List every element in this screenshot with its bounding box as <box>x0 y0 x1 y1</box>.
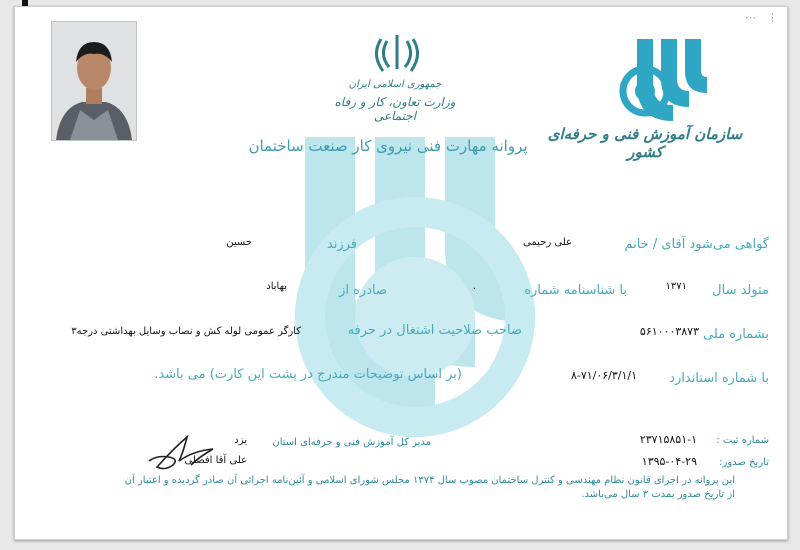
iran-emblem-icon <box>373 31 421 75</box>
registration-number: ۲۳۷۱۵۸۵۱-۱ <box>639 433 697 446</box>
born-label: متولد سال <box>712 283 769 298</box>
standard-note: (بر اساس توضیحات مندرج در پشت این کارت) می باشد. <box>154 367 462 382</box>
issued-label: صادره از <box>339 283 387 298</box>
director-title: مدیر کل آموزش فنی و حرفه‌ای استان <box>272 437 431 448</box>
standard-number: ۸-۷۱/۰۶/۳/۱/۱ <box>570 369 637 382</box>
tvto-logo-icon <box>609 35 719 125</box>
person-photo <box>51 21 137 141</box>
qualified-label: صاحب صلاحیت اشتغال در حرفه <box>347 323 522 338</box>
province-name: یزد <box>234 435 247 446</box>
window-dots-icon-2: ⋮ <box>767 11 778 24</box>
registration-label: شماره ثبت : <box>716 435 769 446</box>
issued-place: بهاباد <box>266 281 287 292</box>
certificate-title: پروانه مهارت فنی نیروی کار صنعت ساختمان <box>248 137 528 155</box>
organization-name: سازمان آموزش فنی و حرفه‌ای کشور <box>547 125 743 161</box>
father-name: حسین <box>226 237 252 248</box>
id-number: ۰ <box>471 283 477 294</box>
issue-date: ۱۳۹۵-۰۴-۲۹ <box>641 455 697 468</box>
ministry-text: وزارت تعاون، کار و رفاه اجتماعی <box>334 95 456 123</box>
certify-label: گواهی می‌شود آقای / خانم <box>624 237 769 252</box>
national-code-label: بشماره ملی <box>702 327 769 342</box>
birth-year: ۱۳۷۱ <box>665 281 687 292</box>
republic-text: جمهوری اسلامی ایران <box>348 79 442 90</box>
trade-name: کارگر عمومی لوله کش و نصاب وسایل بهداشتی درجه۳ <box>71 326 301 337</box>
footer-note: این پروانه در اجرای قانون نظام مهندسی و کنترل ساختمان مصوب سال ۱۳۷۴ مجلس شورای اسلامی و آئین‌نامه اجرائی آن صادر گردیده و اعتبار آن از تاریخ صدور بمدت ۳ سال می‌باشد. <box>124 475 735 500</box>
tvto-watermark-icon <box>245 117 605 447</box>
director-signature <box>143 431 223 475</box>
certificate-card <box>14 6 788 540</box>
id-number-label: با شناسنامه شماره <box>524 283 627 298</box>
son-of-label: فرزند <box>326 237 357 252</box>
national-code: ۵۶۱۰۰۰۳۸۷۳ <box>639 325 699 338</box>
director-name: علی آقا افضلی <box>184 455 247 466</box>
issue-date-label: تاریخ صدور: <box>719 457 769 468</box>
window-dots-icon: ⋯ <box>745 11 756 24</box>
holder-name: علی رحیمی <box>523 237 572 248</box>
standard-label: با شماره استاندارد <box>669 371 769 386</box>
